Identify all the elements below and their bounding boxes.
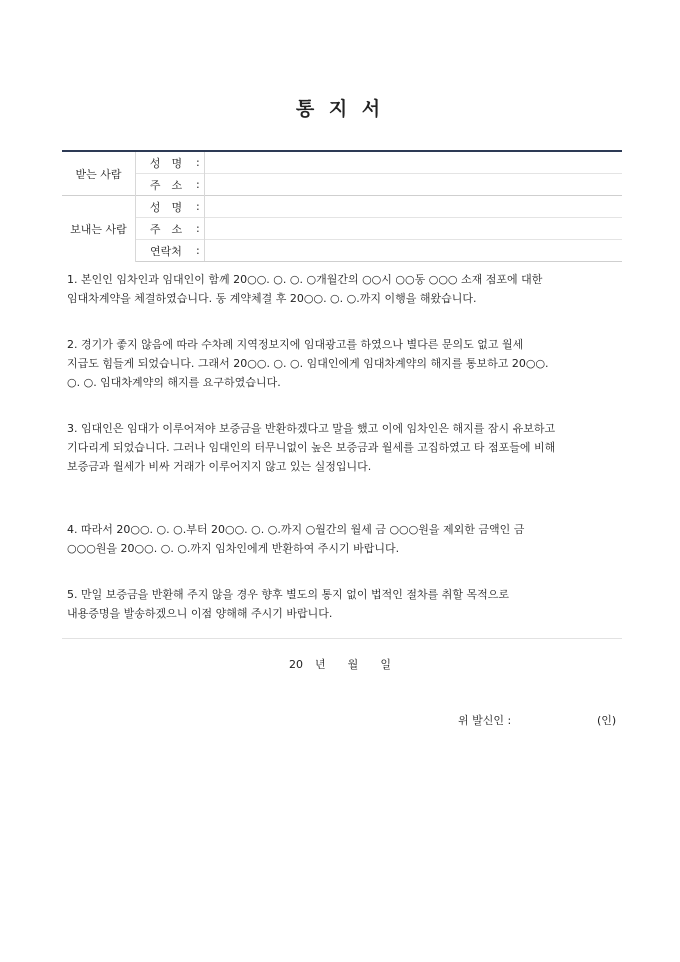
date-year-prefix: 20 <box>289 658 304 671</box>
sender-name-label: 성 명 <box>136 196 197 218</box>
date-line <box>0 656 680 672</box>
paragraph-line: 5. 만일 보증금을 반환해 주지 않을 경우 향후 별도의 통지 없이 법적인 절차를 취할 목적으로 <box>67 588 509 601</box>
colon: : <box>196 240 205 262</box>
seal-mark: (인) <box>597 714 617 727</box>
paragraph-3 <box>67 419 622 476</box>
paragraph-line: 내용증명을 발송하겠으니 이점 양해해 주시기 바랍니다. <box>67 607 333 620</box>
recipient-name-field[interactable] <box>205 151 623 174</box>
colon: : <box>196 174 205 196</box>
sender-contact-label: 연락처 <box>136 240 197 262</box>
recipient-group-label: 받는 사람 <box>62 151 136 196</box>
paragraph-line: 1. 본인인 임차인과 임대인이 함께 20○○. ○. ○. ○개월간의 ○○시 ○○동 ○○○ 소재 점포에 대한 <box>67 273 543 286</box>
recipient-address-label: 주 소 <box>136 174 197 196</box>
paragraph-line: 기다리게 되었습니다. 그러나 임대인의 터무니없이 높은 보증금과 월세를 고집하였고 타 점포들에 비해 <box>67 441 556 454</box>
paragraph-line: ○○○원을 20○○. ○. ○.까지 임차인에게 반환하여 주시기 바랍니다. <box>67 542 400 555</box>
sender-contact-field[interactable] <box>205 240 623 262</box>
paragraph-line: 임대차계약을 체결하였습니다. 동 계약체결 후 20○○. ○. ○.까지 이행을 해왔습니다. <box>67 292 477 305</box>
sender-group-label: 보내는 사람 <box>62 196 136 262</box>
date-year-label: 년 <box>315 658 326 671</box>
paragraph-4 <box>67 520 622 558</box>
sender-address-label: 주 소 <box>136 218 197 240</box>
colon: : <box>196 196 205 218</box>
paragraph-5 <box>67 585 622 623</box>
sender-signature-label: 위 발신인 : <box>458 714 512 727</box>
date-day-label: 일 <box>380 658 391 671</box>
document-title: 통 지 서 <box>295 98 385 120</box>
colon: : <box>196 151 205 174</box>
recipient-address-field[interactable] <box>205 174 623 196</box>
paragraph-line: 지급도 힘들게 되었습니다. 그래서 20○○. ○. ○. 임대인에게 임대차계약의 해지를 통보하고 20○○. <box>67 357 549 370</box>
party-info-table <box>62 150 622 262</box>
colon: : <box>196 218 205 240</box>
paragraph-line: 4. 따라서 20○○. ○. ○.부터 20○○. ○. ○.까지 ○월간의 월세 금 ○○○원을 제외한 금액인 금 <box>67 523 525 536</box>
paragraph-line: 보증금과 월세가 비싸 거래가 이루어지지 않고 있는 실정입니다. <box>67 460 372 473</box>
date-month-label: 월 <box>347 658 359 671</box>
divider <box>62 638 622 639</box>
paragraph-line: 3. 임대인은 임대가 이루어져야 보증금을 반환하겠다고 말을 했고 이에 임차인은 해지를 잠시 유보하고 <box>67 422 556 435</box>
sender-name-field[interactable] <box>205 196 623 218</box>
paragraph-line: 2. 경기가 좋지 않음에 따라 수차례 지역정보지에 임대광고를 하였으나 별다른 문의도 없고 월세 <box>67 338 524 351</box>
paragraph-2 <box>67 335 622 392</box>
paragraph-line: ○. ○. 임대차계약의 해지를 요구하였습니다. <box>67 376 281 389</box>
sender-address-field[interactable] <box>205 218 623 240</box>
recipient-name-label: 성 명 <box>136 151 197 174</box>
paragraph-1 <box>67 270 622 308</box>
